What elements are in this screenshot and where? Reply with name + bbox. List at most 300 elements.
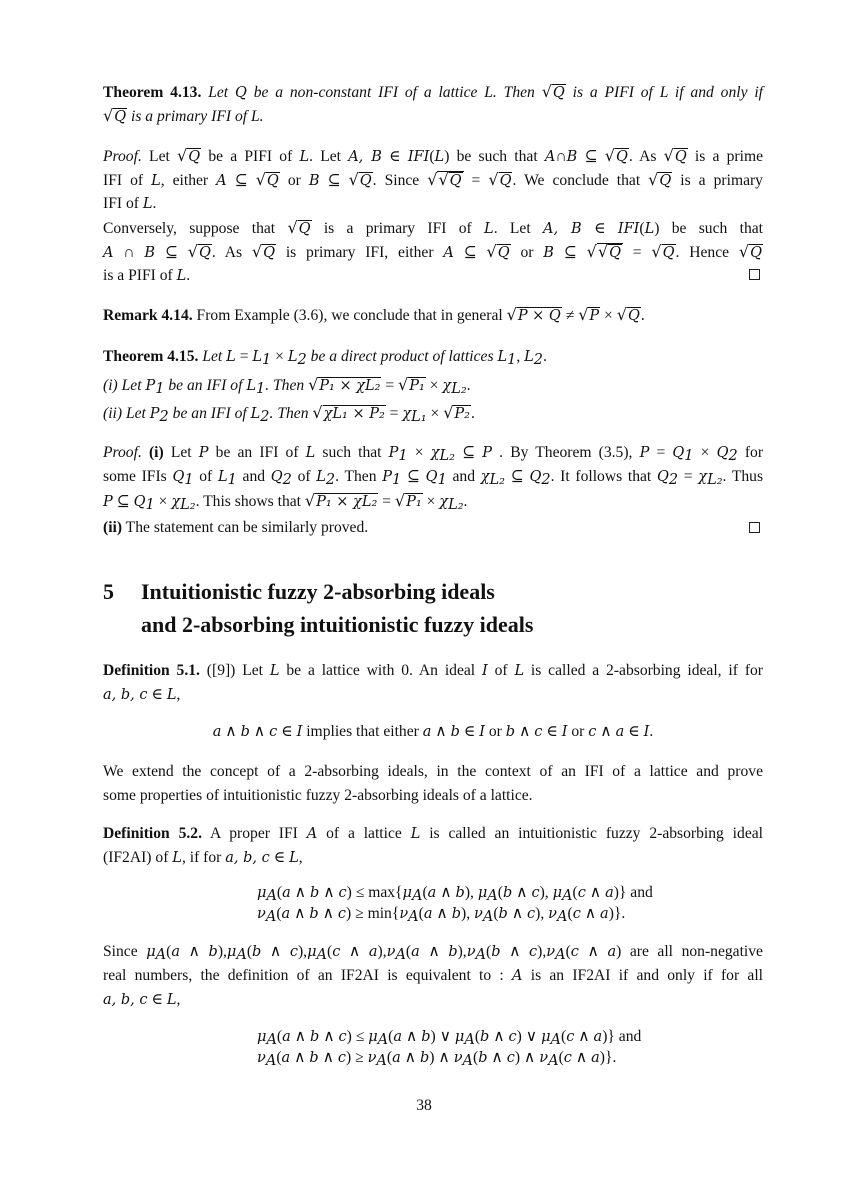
math-subscript: L₁ bbox=[411, 409, 427, 425]
text: , bbox=[176, 686, 181, 703]
text: A proper IFI bbox=[201, 825, 307, 842]
formula-nu-meet bbox=[257, 1048, 848, 1068]
text: ∧ bbox=[249, 723, 270, 740]
proof-4-15-line-4 bbox=[103, 518, 763, 538]
text: . Let bbox=[309, 148, 349, 165]
italic-text: be a non-constant IFI of a lattice L. Then bbox=[246, 84, 542, 101]
math-symbol: b bbox=[240, 724, 250, 740]
math-subscript: A bbox=[377, 1032, 389, 1048]
sqrt-expression bbox=[507, 305, 562, 326]
text: real numbers, the definition of an IF2AI is equivalent to : bbox=[103, 967, 512, 984]
paragraph-since-line-2 bbox=[103, 966, 763, 986]
theorem-4-15-line-2 bbox=[103, 375, 763, 396]
text: = bbox=[378, 493, 395, 510]
text: ), bbox=[461, 905, 475, 922]
text: ∧ bbox=[290, 1049, 310, 1066]
text: . As bbox=[628, 148, 664, 165]
text: ( bbox=[276, 884, 283, 901]
text: ( bbox=[565, 943, 571, 960]
math-symbol: b bbox=[505, 724, 516, 740]
math-symbol: c bbox=[572, 906, 581, 922]
text: . Let bbox=[493, 220, 543, 237]
sqrt-expression bbox=[252, 242, 276, 263]
sqrt-expression bbox=[487, 242, 511, 263]
radical-sign: √ bbox=[348, 170, 359, 189]
text: ( bbox=[639, 220, 645, 237]
text: × bbox=[154, 493, 172, 510]
radical-sign: √ bbox=[177, 146, 188, 165]
text: or bbox=[484, 723, 506, 740]
text: be a lattice with 0. An ideal bbox=[279, 662, 482, 679]
math-symbol: χ bbox=[480, 469, 490, 485]
radicand: Q bbox=[609, 245, 621, 261]
math-subscript: L₂ bbox=[439, 448, 455, 464]
text: . bbox=[463, 493, 468, 510]
text: is a primary bbox=[672, 172, 763, 189]
math-symbol: I bbox=[643, 724, 650, 740]
math-symbol: A bbox=[443, 245, 454, 261]
math-symbol: ν bbox=[539, 1050, 549, 1066]
text: . Since bbox=[372, 172, 428, 189]
math-symbol: P bbox=[482, 445, 493, 461]
text: . This shows that bbox=[195, 493, 305, 510]
sqrt-expression bbox=[308, 375, 381, 396]
math-symbol: a bbox=[368, 944, 378, 960]
text: ⊆ bbox=[155, 244, 188, 261]
math-symbol: I bbox=[479, 724, 485, 740]
math-symbol: b bbox=[208, 944, 218, 960]
sqrt-expression bbox=[651, 242, 675, 263]
italic-text: (ii) Let bbox=[103, 405, 150, 422]
proof-4-15-line-1 bbox=[103, 443, 763, 463]
proof-4-15-line-3 bbox=[103, 491, 763, 512]
theorem-4-15-line-1 bbox=[103, 347, 763, 367]
radicand: Q bbox=[359, 173, 372, 189]
text: ∧ bbox=[500, 943, 530, 960]
text: ∧ bbox=[580, 905, 601, 922]
text: . As bbox=[211, 244, 252, 261]
math-symbol: IFI bbox=[407, 149, 430, 165]
sqrt-expression bbox=[427, 170, 463, 191]
math-symbol: ν bbox=[257, 906, 266, 922]
bold-label: Definition 5.1. bbox=[103, 662, 200, 679]
math-symbol: c bbox=[332, 944, 341, 960]
radicand: Q bbox=[659, 173, 672, 189]
text: is primary IFI, either bbox=[276, 244, 444, 261]
text: ⊆ bbox=[504, 468, 530, 485]
text: , if for bbox=[181, 849, 226, 866]
math-symbol: b bbox=[491, 944, 501, 960]
math-symbol: b bbox=[419, 1050, 430, 1066]
sqrt-expression bbox=[398, 375, 426, 396]
sqrt-expression bbox=[739, 242, 763, 263]
math-symbol: Q bbox=[234, 85, 247, 101]
radicand: P₁ bbox=[409, 378, 425, 394]
section-title-line-1: Intuitionistic fuzzy 2-absorbing ideals bbox=[141, 579, 495, 604]
text: ( bbox=[567, 905, 573, 922]
text: ∩ bbox=[555, 148, 567, 165]
math-subscript: A bbox=[557, 909, 568, 925]
text: ( bbox=[422, 884, 428, 901]
math-subscript: 2 bbox=[533, 352, 543, 368]
math-symbol: L bbox=[434, 149, 445, 165]
math-subscript: A bbox=[475, 947, 487, 963]
math-subscript: A bbox=[464, 1032, 475, 1048]
radicand: Q bbox=[188, 149, 201, 165]
text: ∈ bbox=[381, 148, 408, 165]
text: ) ∨ bbox=[516, 1028, 542, 1045]
math-symbol: a, b, c bbox=[103, 992, 148, 1008]
math-symbol: L bbox=[410, 826, 421, 842]
math-subscript: 1 bbox=[255, 381, 266, 397]
radical-sign: √ bbox=[187, 242, 198, 261]
math-symbol: c bbox=[337, 906, 347, 922]
math-symbol: a bbox=[282, 1029, 291, 1045]
text: some properties of intuitionistic fuzzy 2-absorbing ideals of a lattice. bbox=[103, 787, 533, 804]
math-symbol: L bbox=[252, 349, 263, 365]
section-number: 5 bbox=[103, 579, 114, 604]
math-symbol: L bbox=[299, 149, 310, 165]
text: × bbox=[426, 405, 444, 422]
italic-text: Let bbox=[201, 84, 235, 101]
math-subscript: 2 bbox=[297, 352, 307, 368]
text: The statement can be similarly proved. bbox=[122, 519, 369, 536]
math-symbol: Q bbox=[270, 469, 283, 485]
definition-5-2-formula-mu bbox=[257, 883, 848, 903]
radicand: Q bbox=[674, 149, 687, 165]
radical-sign: √ bbox=[506, 305, 517, 324]
math-symbol: L bbox=[176, 268, 187, 284]
text: ( bbox=[166, 943, 172, 960]
math-subscript: 2 bbox=[159, 409, 169, 425]
math-symbol: a bbox=[605, 885, 614, 901]
math-symbol: L bbox=[250, 406, 261, 422]
italic-text: is a primary IFI of L. bbox=[127, 108, 264, 125]
text: ( bbox=[388, 1028, 394, 1045]
math-symbol: c bbox=[531, 885, 540, 901]
text: ∧ bbox=[512, 884, 532, 901]
text: ( bbox=[474, 1028, 481, 1045]
math-symbol: μ bbox=[477, 885, 488, 901]
math-symbol: c bbox=[563, 1050, 572, 1066]
radical-sign: √ bbox=[438, 170, 449, 189]
text: ∧ bbox=[487, 1049, 507, 1066]
math-symbol: I bbox=[482, 663, 488, 679]
math-subscript: L₂ bbox=[180, 497, 196, 513]
proof-4-13-line-6 bbox=[103, 266, 763, 286]
italic-text: Proof. bbox=[103, 148, 142, 165]
text: = bbox=[678, 468, 699, 485]
text: Since bbox=[103, 943, 147, 960]
proof-4-13-line-3 bbox=[103, 194, 763, 214]
math-symbol: I bbox=[296, 724, 303, 740]
math-symbol: μ bbox=[552, 885, 563, 901]
text: ∈ bbox=[581, 220, 618, 237]
text: ( bbox=[246, 943, 253, 960]
text: ), bbox=[297, 943, 308, 960]
text: ( bbox=[486, 943, 492, 960]
text: ∧ bbox=[290, 1028, 310, 1045]
math-symbol: μ bbox=[368, 1029, 378, 1045]
math-symbol: L bbox=[497, 349, 508, 365]
math-subscript: 2 bbox=[728, 448, 738, 464]
text: . bbox=[543, 348, 547, 365]
math-symbol: χ bbox=[442, 378, 452, 394]
math-symbol: A bbox=[306, 826, 318, 842]
radicand: P₁ × χL₂ bbox=[316, 494, 378, 510]
radicand: Q bbox=[266, 173, 279, 189]
math-symbol: χ bbox=[402, 406, 412, 422]
text: ≠ bbox=[561, 307, 579, 324]
radicand: Q bbox=[499, 173, 512, 189]
text: ), bbox=[377, 943, 387, 960]
math-symbol: μ bbox=[257, 885, 267, 901]
math-symbol: a bbox=[393, 1029, 402, 1045]
math-subscript: 1 bbox=[145, 497, 155, 513]
sqrt-expression bbox=[103, 106, 127, 127]
text: IFI of bbox=[103, 172, 152, 189]
text: be a PIFI of bbox=[201, 148, 300, 165]
math-symbol: χ bbox=[430, 445, 440, 461]
math-symbol: μ bbox=[402, 885, 412, 901]
text: ∧ bbox=[419, 943, 449, 960]
math-symbol: b bbox=[252, 944, 262, 960]
text: such that bbox=[315, 444, 389, 461]
math-symbol: ν bbox=[548, 906, 557, 922]
bold-label: Definition 5.2. bbox=[103, 825, 202, 842]
text: × bbox=[425, 377, 443, 394]
text: , either bbox=[160, 172, 217, 189]
math-symbol: B bbox=[308, 173, 320, 189]
math-symbol: ν bbox=[399, 906, 409, 922]
radical-sign: √ bbox=[648, 170, 659, 189]
math-symbol: L bbox=[289, 850, 299, 866]
radical-sign: √ bbox=[738, 242, 750, 261]
text: . Then bbox=[335, 468, 383, 485]
text: ∧ bbox=[578, 943, 608, 960]
paragraph-since-line-1 bbox=[103, 942, 763, 962]
math-symbol: b bbox=[310, 1029, 320, 1045]
math-symbol: a bbox=[591, 1050, 600, 1066]
radicand: P × Q bbox=[517, 308, 561, 324]
text: ) be such that bbox=[444, 148, 545, 165]
math-symbol: b bbox=[498, 906, 508, 922]
radicand: Q bbox=[615, 149, 628, 165]
text: of bbox=[291, 468, 317, 485]
italic-text: Proof. bbox=[103, 444, 142, 461]
sqrt-expression bbox=[287, 218, 311, 239]
radical-sign: √ bbox=[103, 106, 114, 125]
text: . bbox=[640, 307, 645, 324]
text: and bbox=[446, 468, 481, 485]
text: ∧ bbox=[507, 905, 528, 922]
math-symbol: c bbox=[534, 724, 543, 740]
math-subscript: A bbox=[550, 1032, 561, 1048]
math-symbol: μ bbox=[257, 1029, 267, 1045]
text: ( bbox=[418, 905, 424, 922]
math-symbol: ν bbox=[453, 1050, 463, 1066]
text: is a primary IFI of bbox=[311, 220, 485, 237]
radical-sign: √ bbox=[398, 375, 409, 394]
text: is called an intuitionistic fuzzy 2-absorbing ideal bbox=[420, 825, 763, 842]
text: )}. bbox=[599, 1049, 617, 1066]
text: ) ≥ min{ bbox=[346, 905, 400, 922]
math-symbol: L bbox=[151, 173, 161, 189]
text: ), bbox=[464, 884, 478, 901]
text: . Hence bbox=[675, 244, 739, 261]
math-symbol: b bbox=[478, 1050, 488, 1066]
math-symbol: ν bbox=[386, 944, 396, 960]
math-symbol: b bbox=[455, 885, 465, 901]
math-subscript: A bbox=[408, 909, 419, 925]
text: some IFIs bbox=[103, 468, 173, 485]
definition-5-1-line-2 bbox=[103, 685, 763, 705]
math-symbol: ν bbox=[474, 906, 483, 922]
text: From Example (3.6), we conclude that in general bbox=[192, 307, 507, 324]
text: Conversely, suppose that bbox=[103, 220, 288, 237]
radical-sign: √ bbox=[616, 305, 627, 324]
radicand: P₁ bbox=[406, 494, 422, 510]
radical-sign: √ bbox=[427, 170, 438, 189]
math-symbol: b bbox=[309, 906, 319, 922]
math-subscript: 1 bbox=[684, 448, 694, 464]
math-symbol: P bbox=[388, 445, 399, 461]
text: ( bbox=[493, 905, 499, 922]
text: ∈ bbox=[147, 686, 167, 703]
math-symbol: μ bbox=[307, 944, 317, 960]
sqrt-expression bbox=[438, 170, 462, 191]
math-symbol: a, b, c bbox=[225, 850, 270, 866]
sqrt-expression bbox=[305, 491, 378, 512]
math-symbol: P bbox=[198, 445, 209, 461]
math-symbol: b bbox=[450, 724, 460, 740]
radicand: Q bbox=[627, 308, 640, 324]
math-symbol: a bbox=[411, 944, 420, 960]
sqrt-expression bbox=[605, 146, 629, 167]
text: , bbox=[176, 991, 181, 1008]
text: for bbox=[737, 444, 764, 461]
italic-text: be a direct product of lattices bbox=[306, 348, 498, 365]
math-subscript: A bbox=[265, 1053, 277, 1069]
text: is called a 2-absorbing ideal, if for bbox=[524, 662, 763, 679]
proof-4-13-line-4 bbox=[103, 218, 763, 239]
sqrt-expression bbox=[648, 170, 672, 191]
text: )} and bbox=[602, 1028, 642, 1045]
math-subscript: A bbox=[562, 888, 573, 904]
proof-4-15-line-2 bbox=[103, 467, 763, 487]
italic-text: (i) Let bbox=[103, 377, 146, 394]
math-symbol: a bbox=[607, 944, 617, 960]
math-subscript: A bbox=[548, 1053, 559, 1069]
text: ) ∧ bbox=[514, 1049, 540, 1066]
text: ( bbox=[276, 1028, 283, 1045]
radicand: P bbox=[589, 308, 600, 324]
radical-sign: √ bbox=[541, 82, 552, 101]
radical-sign: √ bbox=[663, 146, 674, 165]
text: ∧ bbox=[400, 1049, 420, 1066]
sqrt-expression bbox=[312, 403, 385, 424]
text: ( bbox=[276, 1049, 282, 1066]
text: or bbox=[510, 244, 544, 261]
math-subscript: A bbox=[266, 1032, 277, 1048]
math-subscript: A bbox=[316, 947, 327, 963]
radical-sign: √ bbox=[586, 242, 597, 261]
math-symbol: L bbox=[142, 196, 153, 212]
sqrt-expression bbox=[256, 170, 280, 191]
text: is a PIFI of bbox=[103, 267, 177, 284]
math-symbol: χ bbox=[439, 494, 449, 510]
math-symbol: L bbox=[316, 469, 326, 485]
math-subscript: A bbox=[462, 1053, 473, 1069]
text: . bbox=[649, 723, 654, 740]
text: , bbox=[298, 849, 303, 866]
text: of bbox=[487, 662, 515, 679]
math-subscript: A bbox=[265, 909, 277, 925]
math-symbol: L bbox=[484, 221, 494, 237]
text: ( bbox=[386, 1049, 393, 1066]
text: ( bbox=[561, 1028, 567, 1045]
math-symbol: P bbox=[149, 406, 160, 422]
sqrt-expression bbox=[664, 146, 688, 167]
math-symbol: c bbox=[566, 1029, 575, 1045]
text: ∧ bbox=[179, 943, 209, 960]
math-symbol: Q bbox=[672, 445, 685, 461]
math-symbol: Q bbox=[133, 494, 146, 510]
math-symbol: μ bbox=[541, 1029, 551, 1045]
math-symbol: b bbox=[448, 944, 458, 960]
radical-sign: √ bbox=[287, 218, 298, 237]
radicand: Q bbox=[750, 245, 762, 261]
text: ([9]) Let bbox=[199, 662, 270, 679]
qed-symbol bbox=[749, 269, 760, 280]
section-title-line-2: and 2-absorbing intuitionistic fuzzy ideals bbox=[141, 612, 534, 637]
math-symbol: Q bbox=[425, 469, 438, 485]
text: )} and bbox=[613, 884, 653, 901]
math-symbol: L bbox=[166, 687, 177, 703]
text: ∈ bbox=[624, 723, 644, 740]
radicand: Q bbox=[298, 221, 311, 237]
text: ∧ bbox=[221, 723, 241, 740]
radicand: Q bbox=[552, 85, 565, 101]
text: ), bbox=[457, 943, 467, 960]
math-symbol: L bbox=[246, 378, 256, 394]
text: ) ≤ max{ bbox=[346, 884, 403, 901]
text: ( bbox=[429, 148, 435, 165]
math-symbol: b bbox=[502, 885, 513, 901]
math-symbol: L bbox=[514, 663, 525, 679]
text: = bbox=[381, 377, 399, 394]
radical-sign: √ bbox=[597, 242, 609, 261]
math-symbol: L bbox=[226, 349, 236, 365]
math-symbol: A, B bbox=[542, 221, 582, 237]
text: ∧ bbox=[261, 943, 290, 960]
math-subscript: L₂ bbox=[448, 497, 464, 513]
text: . bbox=[186, 267, 191, 284]
sqrt-expression bbox=[542, 82, 566, 103]
math-symbol: μ bbox=[454, 1029, 465, 1045]
text: or bbox=[279, 172, 309, 189]
italic-text: is a PIFI of L if and only if bbox=[565, 84, 763, 101]
text: ⊆ bbox=[577, 148, 605, 165]
math-symbol: L bbox=[217, 469, 228, 485]
text: ), bbox=[537, 943, 547, 960]
math-symbol: L bbox=[172, 850, 182, 866]
math-symbol: c bbox=[338, 1029, 347, 1045]
math-subscript: 2 bbox=[260, 409, 270, 425]
bold-label: Theorem 4.13. bbox=[103, 84, 202, 101]
math-symbol: b bbox=[309, 1050, 319, 1066]
math-subscript: A bbox=[487, 888, 498, 904]
